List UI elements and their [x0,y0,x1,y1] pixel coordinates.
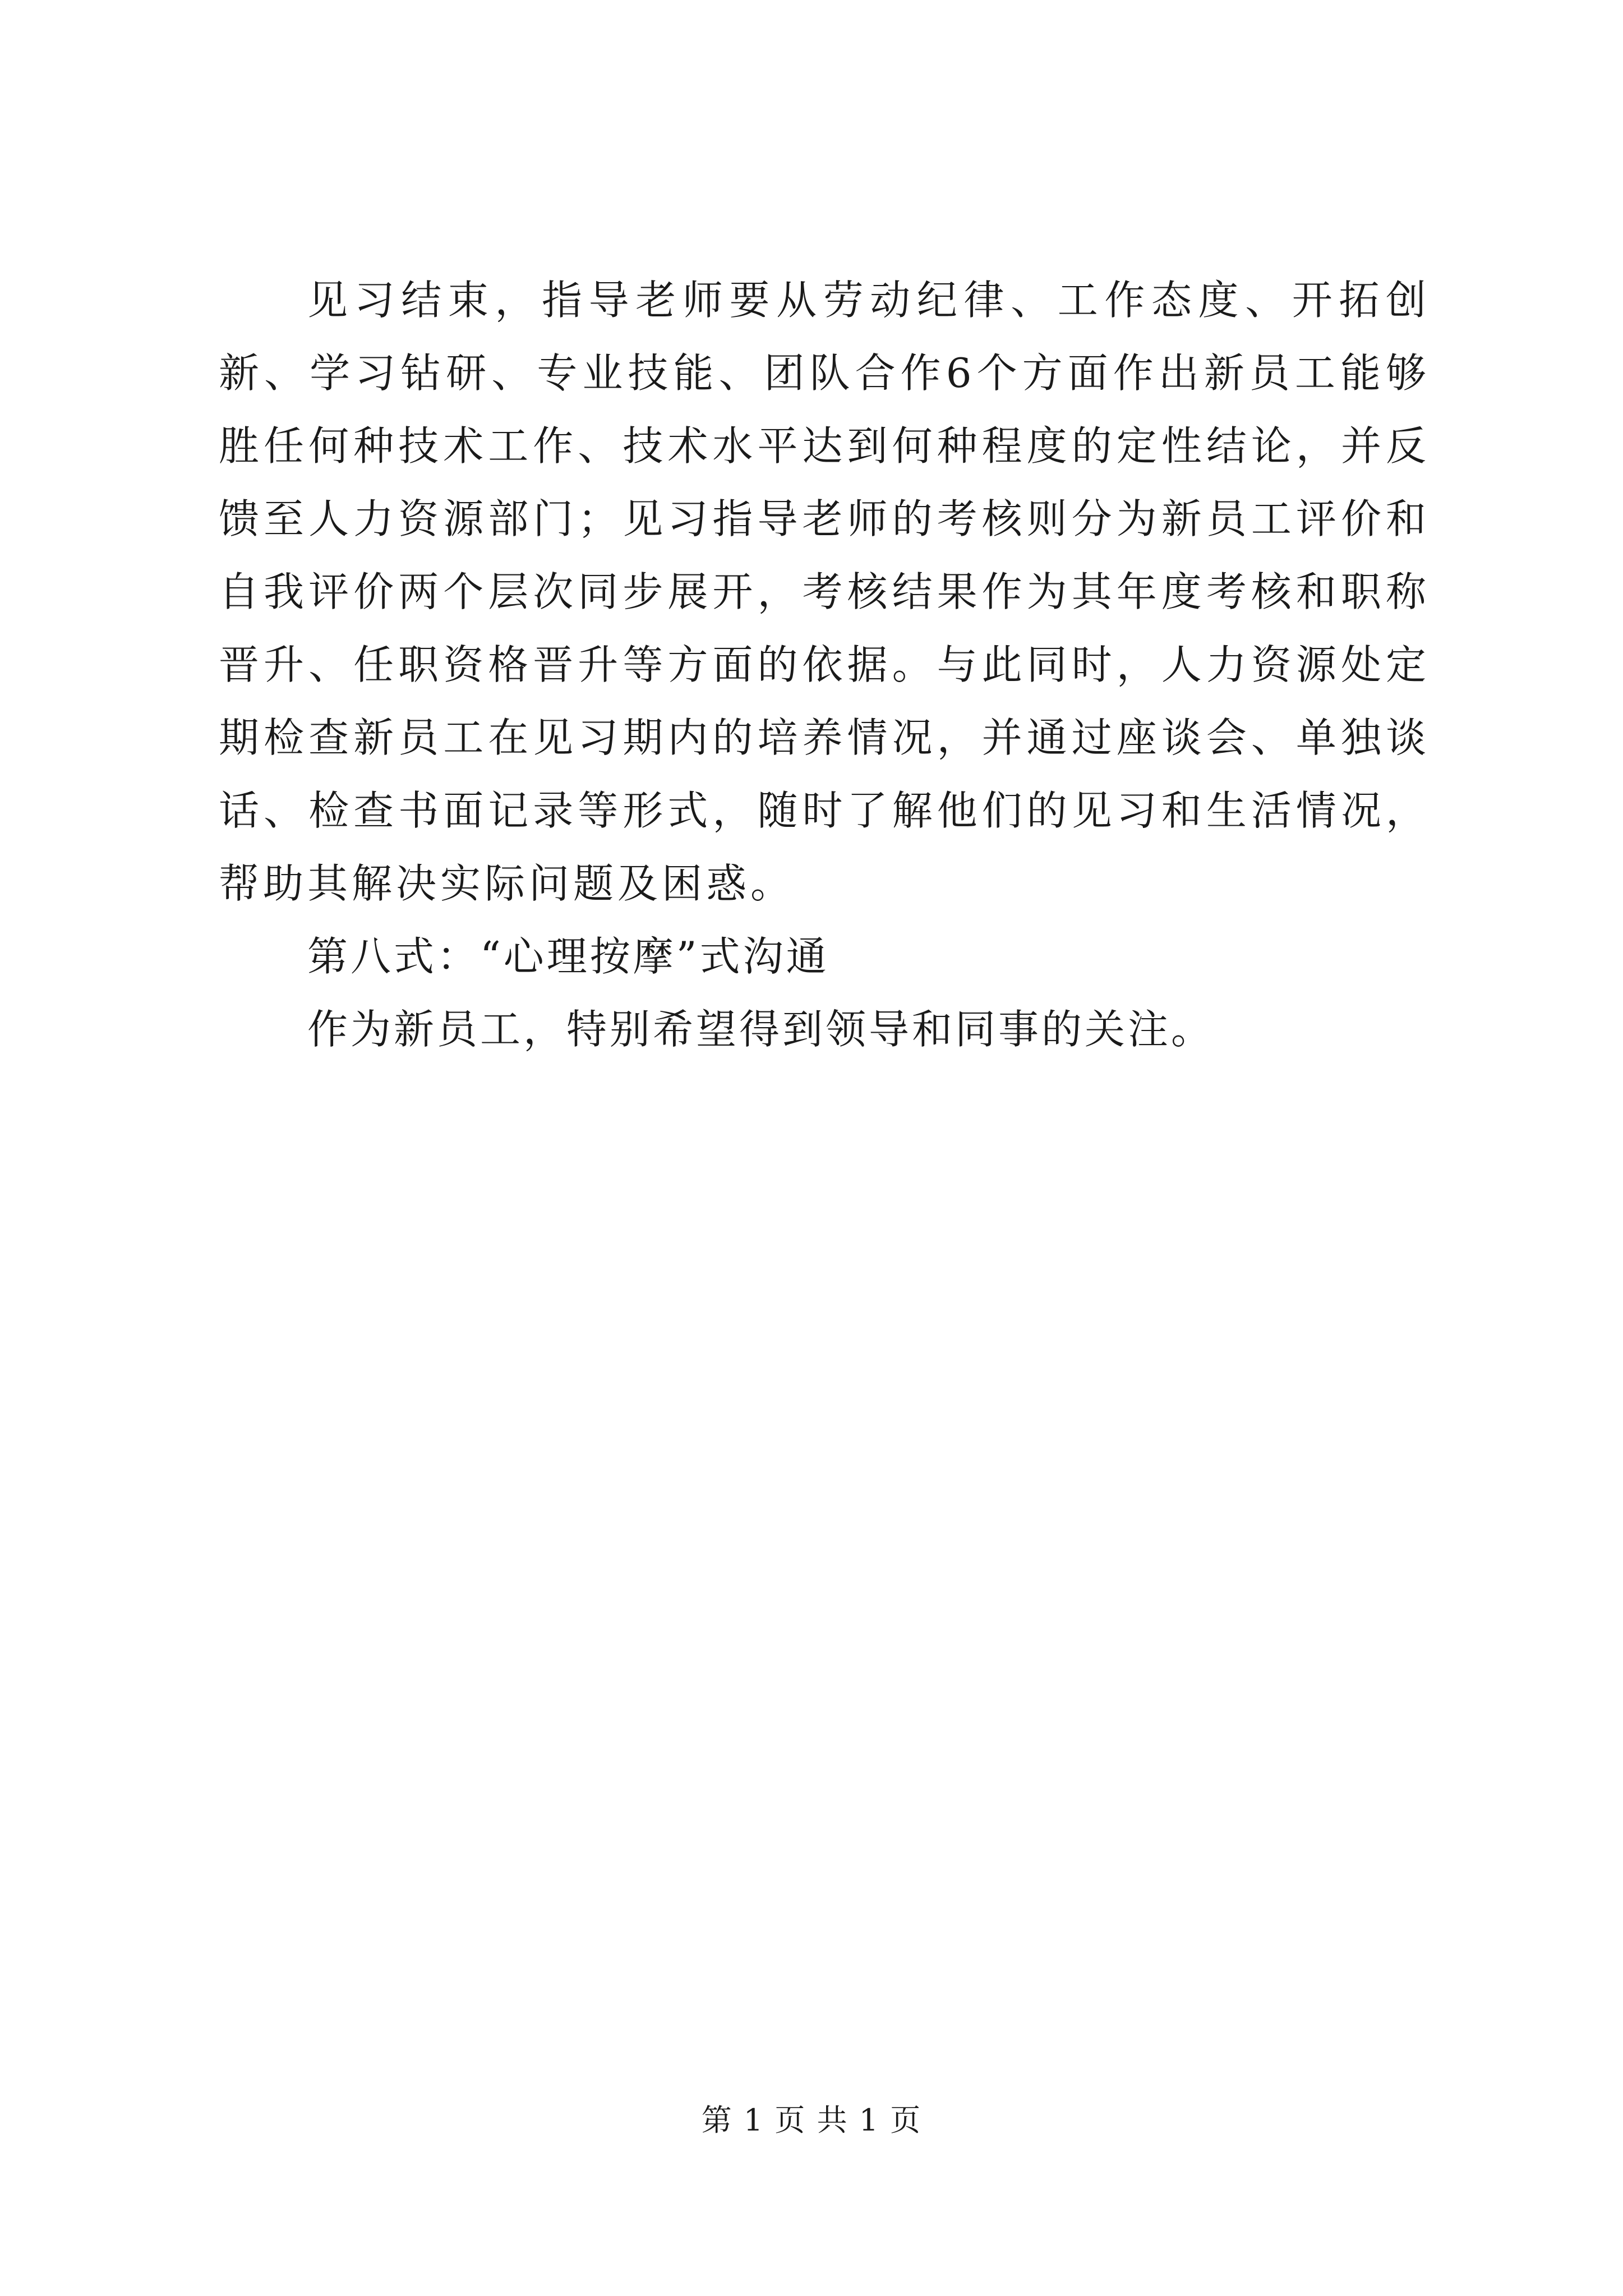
section-heading: 第八式：“心理按摩”式沟通 [307,933,829,980]
paragraph-evaluation: 见习结束，指导老师要从劳动纪律、工作态度、开拓创新、学习钻研、专业技能、团队合作6个方面作出新员工能够胜任何种技术工作、技术水平达到何种程度的定性结论，并反馈至人力资源部门；见习指导老师的考核则分为新员工评价和自我评价两个层次同步展开，考核结果作为其年度考核和职称晋升、任职资格晋升等方面的依据。与此同时，人力资源处定期检查新员工在见习期内的培养情况，并通过座谈会、单独谈话、检查书面记录等形式，随时了解他们的见习和生活情况，帮助其解决实际问题及困惑。 [219,277,1430,907]
page-footer: 第 1 页 共 1 页 [701,2102,922,2138]
paragraph-communication: 作为新员工，特别希望得到领导和同事的关注。 [307,1006,1215,1053]
document-body [219,264,1430,1066]
